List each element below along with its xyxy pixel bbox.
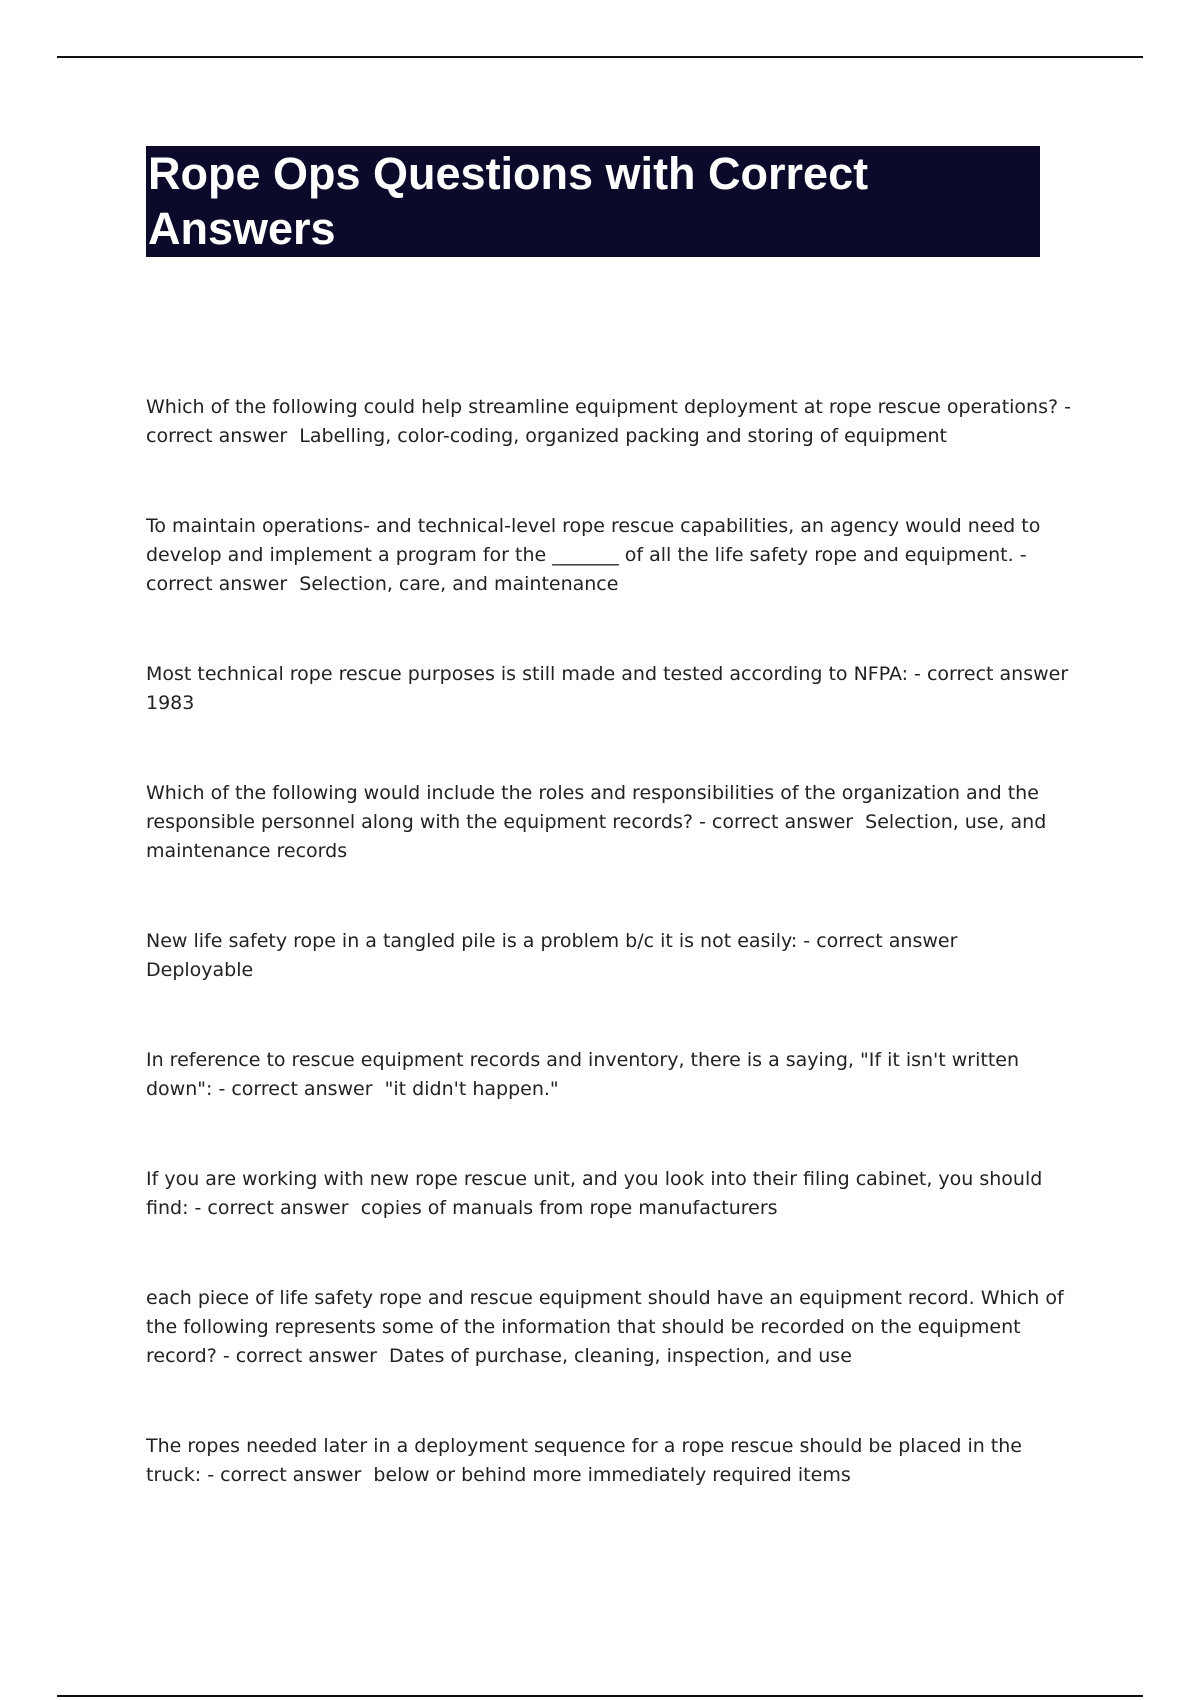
question-text: To maintain operations- and technical-level rope rescue capabilities, an agency would need to develop and implement a program for the _______ of all the life safety rope and equipment. - [146,515,1041,566]
qa-item [146,393,1076,451]
answer-text: Deployable [146,959,254,981]
answer-label: correct answer [816,930,958,952]
answer-text: Selection, use, and maintenance records [146,811,1047,862]
header-rule [57,56,1143,58]
answer-label: correct answer [146,573,288,595]
qa-item [146,1284,1076,1371]
answer-label: correct answer [235,1345,377,1367]
answer-label: correct answer [220,1464,362,1486]
answer-label: correct answer [146,425,288,447]
footer-rule [57,1695,1143,1697]
answer-label: correct answer [231,1078,373,1100]
qa-item [146,779,1076,866]
answer-text: "it didn't happen." [384,1078,559,1100]
qa-item [146,1432,1076,1490]
question-text: In reference to rescue equipment records and inventory, there is a saying, "If it isn't written down": - [146,1049,1020,1100]
qa-item [146,927,1076,985]
title-banner [146,146,1040,257]
answer-text: Labelling, color-coding, organized packing and storing of equipment [299,425,947,447]
qa-item [146,1046,1076,1104]
qa-item [146,1165,1076,1223]
answer-label: correct answer [207,1197,349,1219]
qa-list [146,393,1076,1551]
answer-text: below or behind more immediately required items [373,1464,851,1486]
answer-text: 1983 [146,692,195,714]
question-text: Most technical rope rescue purposes is still made and tested according to NFPA: - [146,663,921,685]
question-text: The ropes needed later in a deployment sequence for a rope rescue should be placed in the truck: - [146,1435,1022,1486]
answer-text: copies of manuals from rope manufacturers [360,1197,778,1219]
document-title: Rope Ops Questions with Correct Answers [148,148,869,254]
question-text: Which of the following could help streamline equipment deployment at rope rescue operations? - [146,396,1071,418]
qa-item [146,512,1076,599]
answer-label: correct answer [711,811,854,833]
question-text: Which of the following would include the roles and responsibilities of the organization and the responsible personnel along with the equipment records? - [146,782,1039,833]
answer-label: correct answer [926,663,1069,685]
answer-text: Dates of purchase, cleaning, inspection, and use [389,1345,852,1367]
qa-item [146,660,1076,718]
question-text: New life safety rope in a tangled pile is a problem b/c it is not easily: - [146,930,811,952]
question-text: each piece of life safety rope and rescue equipment should have an equipment record. Which of the following represents some of the information that should be recorded on the equipment record? - [146,1287,1064,1367]
question-text: If you are working with new rope rescue unit, and you look into their filing cabinet, you should find: - [146,1168,1043,1219]
answer-text: Selection, care, and maintenance [299,573,619,595]
